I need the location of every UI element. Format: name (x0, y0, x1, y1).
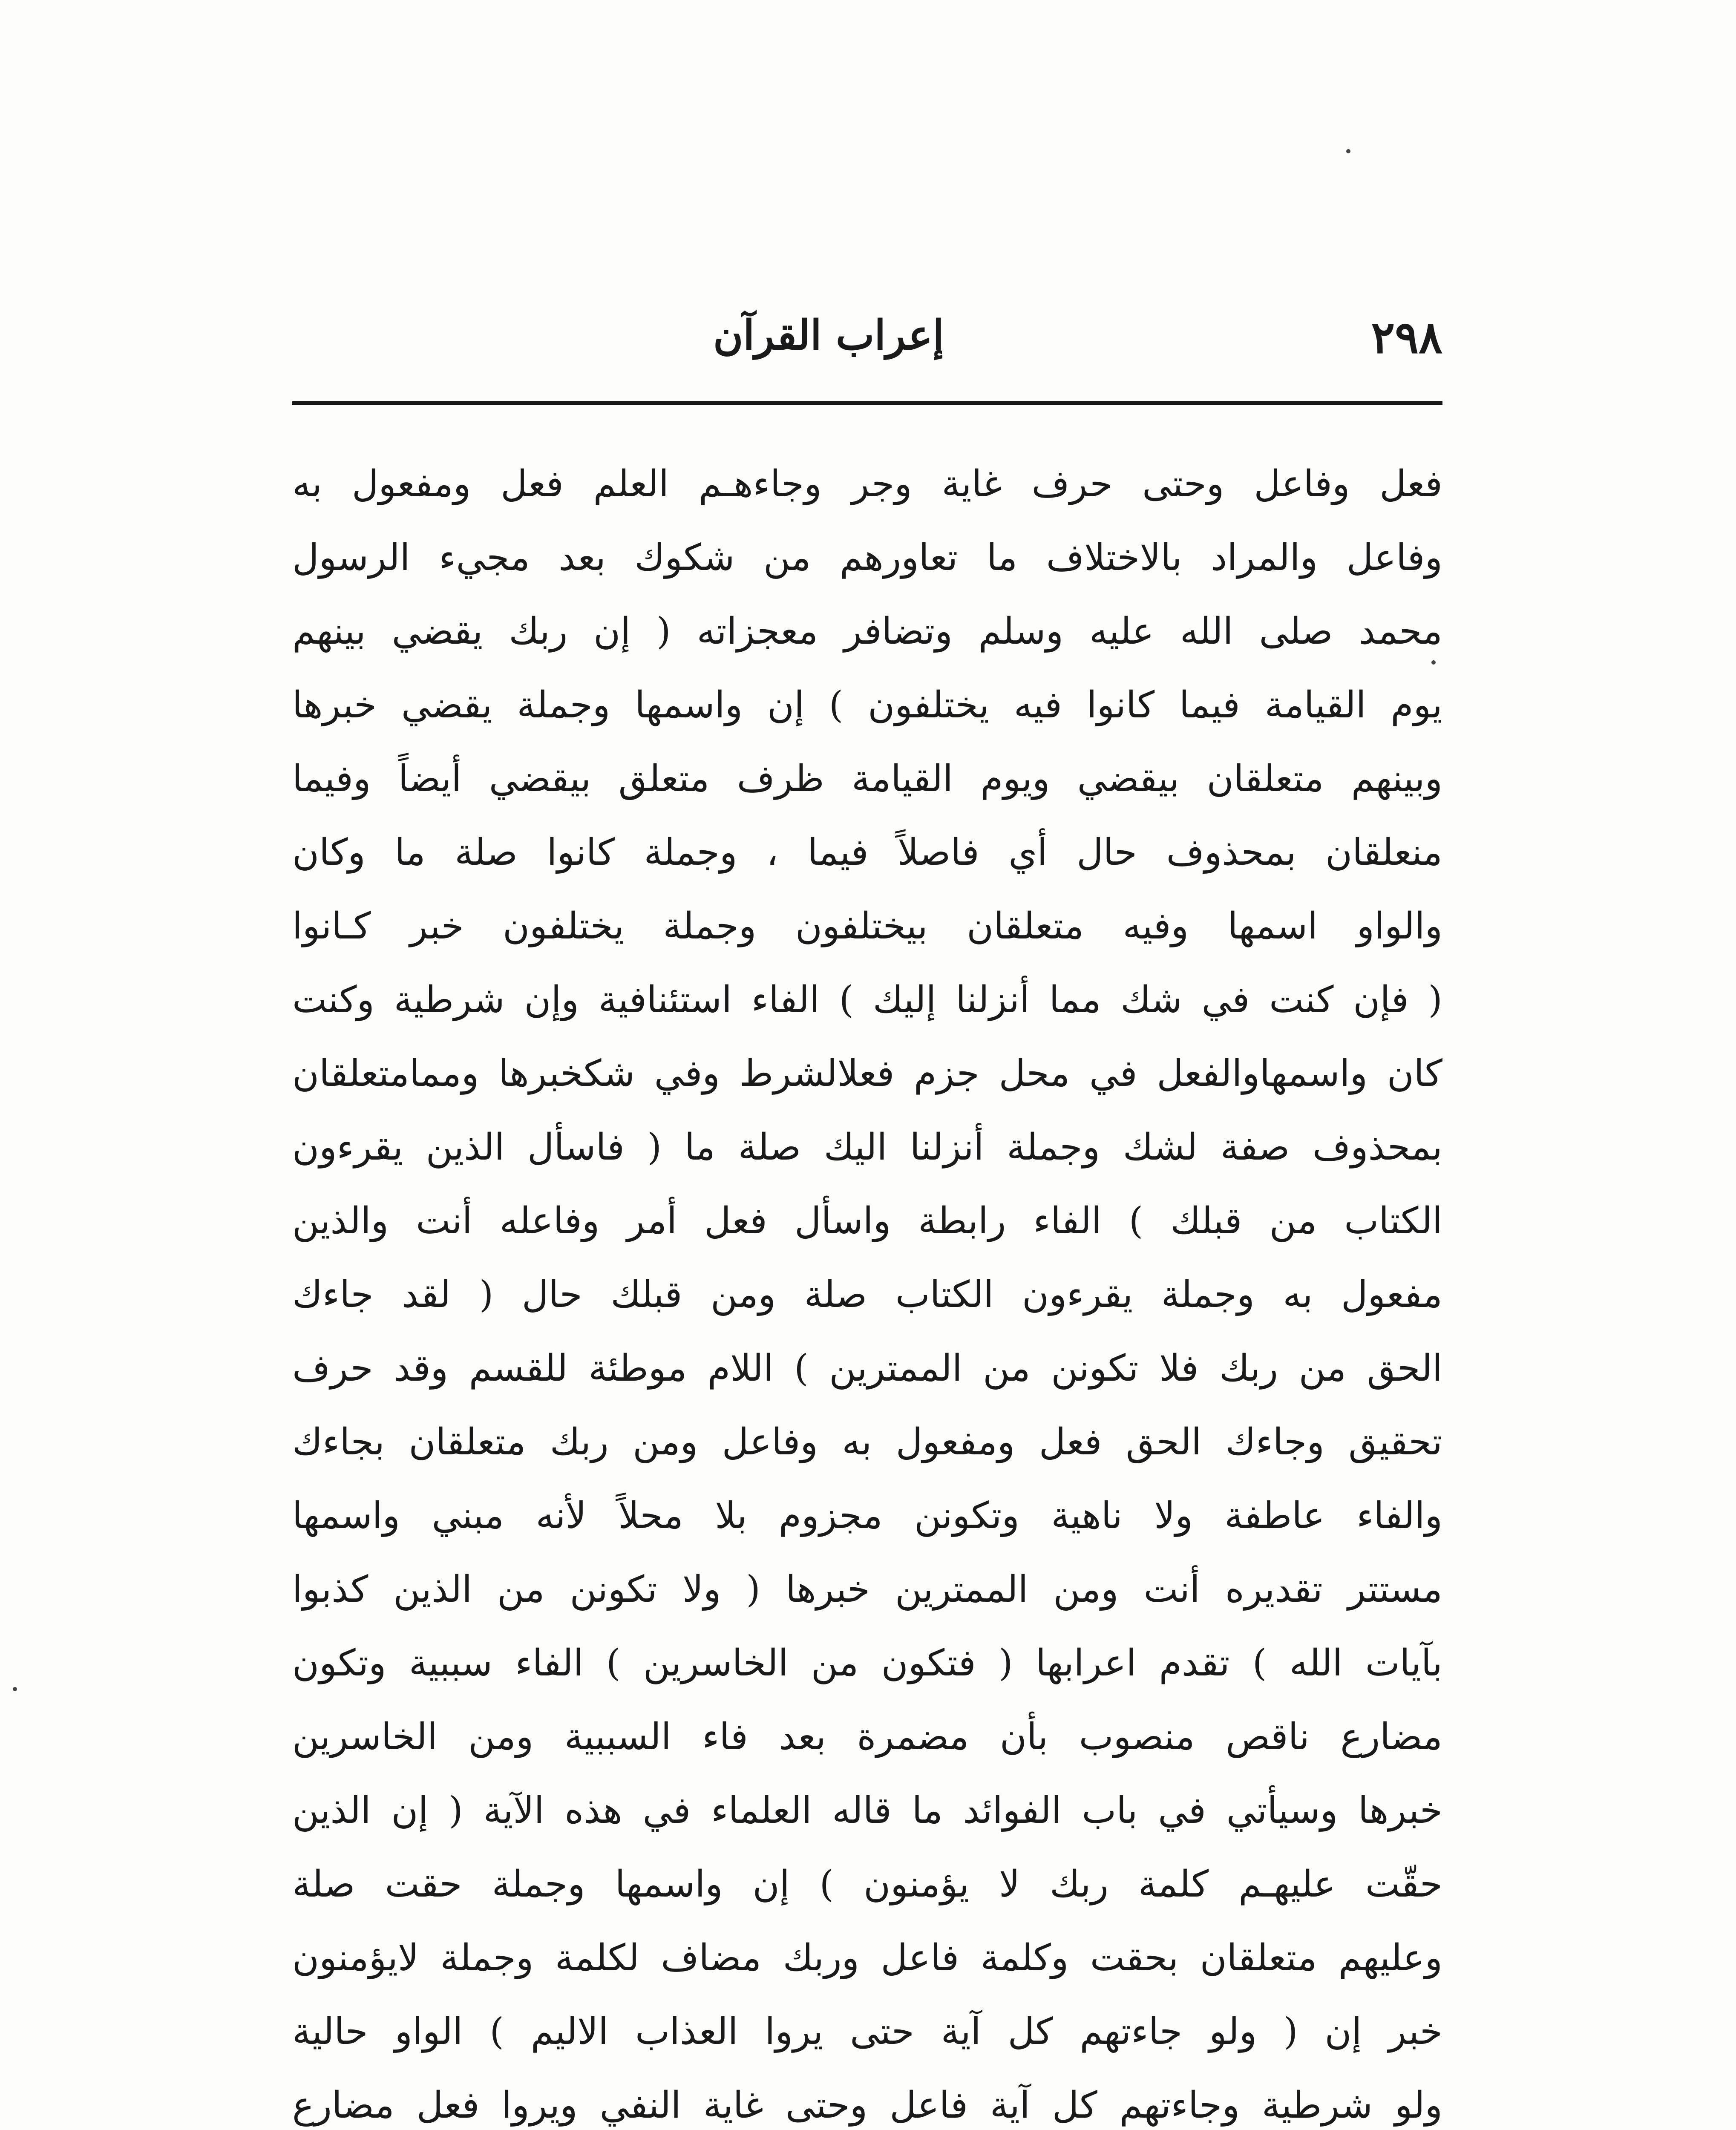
text-line: الكتاب من قبلك ) الفاء رابطة واسأل فعل أمر وفاعله أنت والذين (292, 1200, 1442, 1242)
text-line: والفاء عاطفة ولا ناهية وتكونن مجزوم بلا محلاً لأنه مبني واسمها (292, 1494, 1442, 1537)
text-line: ولو شرطية وجاءتهم كل آية فاعل وحتى غاية النفي ويروا فعل مضارع (292, 2084, 1442, 2127)
page-header (292, 302, 1442, 379)
text-line: يوم القيامة فيما كانوا فيه يختلفون ) إن واسمها وجملة يقضي خبرها (292, 684, 1442, 726)
text-line: حقّت عليهـم كلمة ربك لا يؤمنون ) إن واسمها وجملة حقت صلة (292, 1863, 1442, 1905)
text-line: وبينهم متعلقان بيقضي ويوم القيامة ظرف متعلق بيقضي أيضاً وفيما (292, 757, 1442, 800)
running-title: إعراب القرآن (713, 311, 944, 359)
text-line: خبرها وسيأتي في باب الفوائد ما قاله العلماء في هذه الآية ( إن الذين (292, 1789, 1442, 1832)
text-line: وفاعل والمراد بالاختلاف ما تعاورهم من شكوك بعد مجيء الرسول (292, 536, 1442, 579)
text-line: منعلقان بمحذوف حال أي فاصلاً فيما ، وجملة كانوا صلة ما وكان (292, 831, 1442, 874)
header-divider (292, 401, 1442, 405)
scan-speck (1431, 660, 1436, 665)
text-line: بآيات الله ) تقدم اعرابها ( فتكون من الخاسرين ) الفاء سببية وتكون (292, 1642, 1442, 1684)
text-line: خبر إن ( ولو جاءتهم كل آية حتى يروا العذاب الاليم ) الواو حالية (292, 2010, 1442, 2053)
text-line: الحق من ربك فلا تكونن من الممترين ) اللام موطئة للقسم وقد حرف (292, 1347, 1442, 1390)
text-line: بمحذوف صفة لشك وجملة أنزلنا اليك صلة ما ( فاسأل الذين يقرءون (292, 1126, 1442, 1169)
text-line: كان واسمهاوالفعل في محل جزم فعلالشرط وفي شكخبرها وممامتعلقان (292, 1052, 1442, 1095)
text-line: مفعول به وجملة يقرءون الكتاب صلة ومن قبلك حال ( لقد جاءك (292, 1273, 1442, 1316)
text-line: وعليهم متعلقان بحقت وكلمة فاعل وربك مضاف لكلمة وجملة لايؤمنون (292, 1937, 1442, 1979)
scan-speck (1346, 149, 1350, 153)
text-line: مستتر تقديره أنت ومن الممترين خبرها ( ولا تكونن من الذين كذبوا (292, 1568, 1442, 1611)
page-number: ٢٩٨ (1371, 311, 1442, 363)
text-line: مضارع ناقص منصوب بأن مضمرة بعد فاء السببية ومن الخاسرين (292, 1716, 1442, 1758)
scan-speck (13, 1687, 17, 1691)
text-line: محمد صلى الله عليه وسلم وتضافر معجزاته ( إن ربك يقضي بينهم (292, 610, 1442, 653)
text-line: فعل وفاعل وحتى حرف غاية وجر وجاءهـم العلم فعل ومفعول به (292, 463, 1442, 505)
text-line: والواو اسمها وفيه متعلقان بيختلفون وجملة يختلفون خبر كـانوا (292, 905, 1442, 947)
body-text (292, 447, 1442, 2130)
text-line: تحقيق وجاءك الحق فعل ومفعول به وفاعل ومن ربك متعلقان بجاءك (292, 1421, 1442, 1463)
text-line: ( فإن كنت في شك مما أنزلنا إليك ) الفاء استئنافية وإن شرطية وكنت (292, 979, 1442, 1021)
